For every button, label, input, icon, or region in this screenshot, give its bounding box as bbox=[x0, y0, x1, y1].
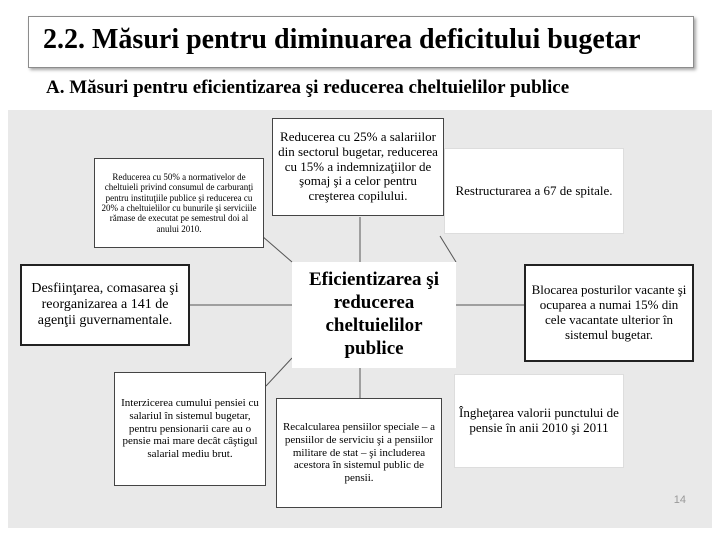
page-number: 14 bbox=[673, 494, 686, 506]
measure-salary-cut-text: Reducerea cu 25% a salariilor din sectorul bugetar, reducerea cu 15% a indemnizaţiilor de şomaj şi a celor pentru creşterea copilului. bbox=[278, 128, 438, 204]
measure-pension-salary-ban-text: Interzicerea cumului pensiei cu salariul în sistemul bugetar, pentru pensionarii care au o pensie mai mare decât câştigul salarial mediu brut. bbox=[121, 397, 259, 460]
measure-special-pensions-text: Recalcularea pensiilor speciale – a pensiilor de serviciu şi a pensiilor militare de stat – şi includerea acestora în sistemul public de pensii. bbox=[282, 421, 436, 484]
measure-pension-salary-ban bbox=[114, 372, 266, 486]
measure-pension-point-freeze bbox=[454, 374, 624, 468]
measure-agency-reorganization-text: Desfiinţarea, comasarea şi reorganizarea a 141 de agenţii guvernamentale. bbox=[31, 280, 179, 329]
slide-title: 2.2. Măsuri pentru diminuarea deficitului bugetar bbox=[43, 24, 641, 55]
measure-pension-point-freeze-text: Îngheţarea valorii punctului de pensie în anii 2010 şi 2011 bbox=[459, 405, 619, 435]
measure-special-pensions bbox=[276, 398, 442, 508]
measure-agency-reorganization bbox=[20, 264, 190, 346]
central-theme-text: Eficientizarea şi reducerea cheltuielilor publice bbox=[309, 269, 439, 359]
measure-hospital-restructuring bbox=[444, 148, 624, 234]
measure-hospital-restructuring-text: Restructurarea a 67 de spitale. bbox=[455, 182, 613, 198]
title-box bbox=[28, 16, 694, 68]
measure-hiring-freeze bbox=[524, 264, 694, 362]
measure-fuel-cost-reduction bbox=[94, 158, 264, 248]
measure-salary-cut bbox=[272, 118, 444, 216]
measure-fuel-cost-reduction-text: Reducerea cu 50% a normativelor de cheltuieli privind consumul de carburanţi pentru instituţiile publice şi reducerea cu 20% a cheltuielilor cu bunurile şi serviciile rămase de executat pe semestrul doi al anului 2010. bbox=[101, 171, 257, 234]
central-theme bbox=[292, 262, 456, 368]
measure-hiring-freeze-text: Blocarea posturilor vacante şi ocuparea a numai 15% din cele vacantate ulterior în sistemul bugetar. bbox=[531, 282, 687, 342]
slide-subtitle: A. Măsuri pentru eficientizarea şi reducerea cheltuielilor publice bbox=[46, 77, 570, 98]
